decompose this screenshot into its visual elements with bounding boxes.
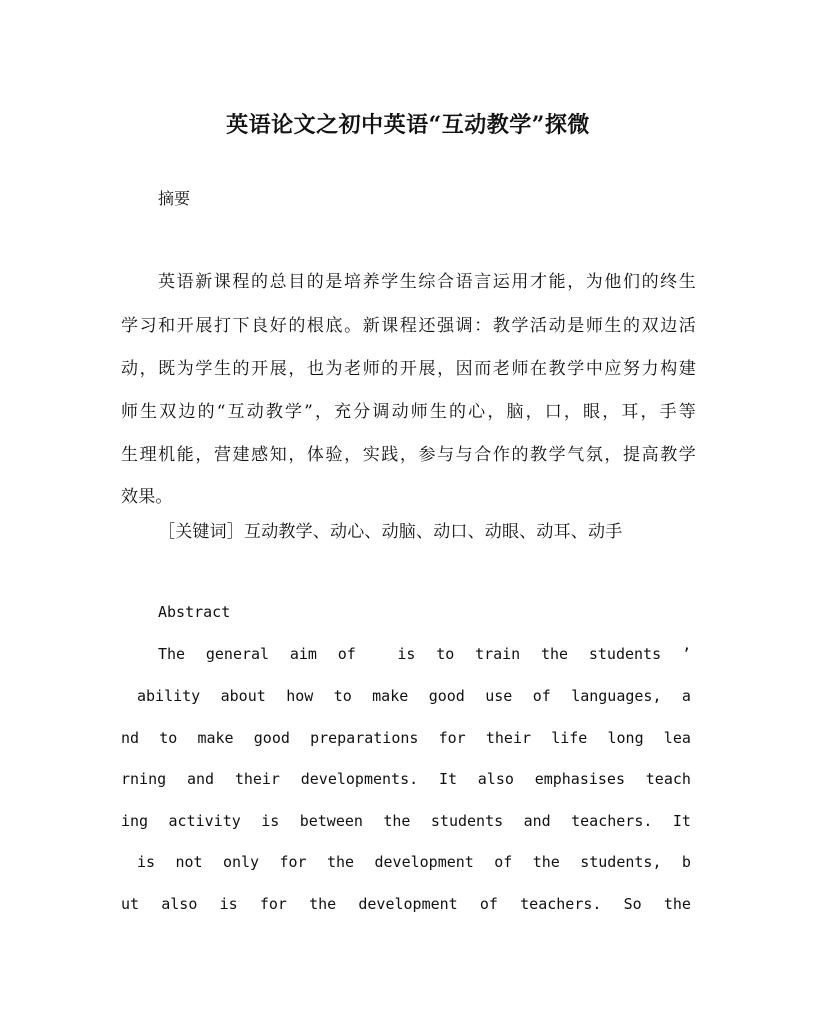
abstract-en-word: for	[279, 853, 307, 871]
abstract-cn-line: 英语新课程的总目的是培养学生综合语言运用才能，为他们的终生	[158, 272, 696, 292]
abstract-en-line	[121, 770, 691, 788]
abstract-en-word: general	[205, 645, 270, 663]
abstract-en-word: to	[159, 729, 178, 747]
abstract-en-word: use	[485, 687, 513, 705]
abstract-en-line	[158, 645, 691, 663]
abstract-en-word: ing	[121, 812, 149, 830]
abstract-en-word: the	[383, 812, 411, 830]
abstract-en-line	[121, 812, 691, 830]
abstract-en-word: how	[286, 687, 314, 705]
abstract-en-word: to	[333, 687, 352, 705]
abstract-en-word: train	[475, 645, 521, 663]
abstract-en-word: is	[219, 895, 238, 913]
abstract-en-line	[121, 895, 691, 913]
abstract-en-line	[137, 687, 691, 705]
abstract-en-word: their	[234, 770, 280, 788]
abstract-en-word: long	[607, 729, 644, 747]
keywords-line: ［关键词］互动教学、动心、动脑、动口、动眼、动耳、动手	[158, 522, 623, 542]
abstract-en-word: ut	[121, 895, 140, 913]
abstract-en-word: aim	[289, 645, 317, 663]
abstract-en-word: of	[479, 895, 498, 913]
abstract-en-word: teachers.	[571, 812, 653, 830]
abstract-en-word: The	[158, 645, 186, 663]
abstract-en-word: nd	[121, 729, 140, 747]
abstract-en-word: about	[220, 687, 266, 705]
abstract-en-word: ’	[681, 645, 691, 663]
abstract-en-word: languages,	[571, 687, 662, 705]
abstract-en-word: the	[541, 645, 569, 663]
abstract-en-word: teachers.	[520, 895, 602, 913]
abstract-cn-heading: 摘要	[158, 189, 191, 208]
abstract-en-word: of	[337, 645, 356, 663]
abstract-en-word: the	[327, 853, 355, 871]
abstract-en-word: for	[438, 729, 466, 747]
abstract-cn-line: 生理机能，营建感知，体验，实践，参与与合作的教学气氛，提高教学	[121, 445, 696, 465]
abstract-en-line	[121, 729, 691, 747]
abstract-en-word: the	[532, 853, 560, 871]
abstract-en-word: So	[623, 895, 642, 913]
document-title: 英语论文之初中英语“互动教学”探微	[226, 112, 590, 138]
abstract-cn-line: 师生双边的“互动教学”，充分调动师生的心，脑，口，眼，耳，手等	[121, 402, 696, 422]
abstract-cn-line: 动，既为学生的开展，也为老师的开展，因而老师在教学中应努力构建	[121, 359, 696, 379]
abstract-en-word: make	[372, 687, 409, 705]
abstract-en-word: to	[436, 645, 455, 663]
abstract-en-word: and	[523, 812, 551, 830]
abstract-cn-line: 效果。	[121, 487, 173, 507]
abstract-en-word: ability	[137, 687, 201, 705]
abstract-en-word: good	[428, 687, 465, 705]
abstract-en-heading: Abstract	[158, 603, 231, 621]
abstract-en-word: is	[137, 853, 156, 871]
abstract-en-word: also	[161, 895, 198, 913]
abstract-en-word: of	[532, 687, 551, 705]
abstract-en-word: lea	[663, 729, 691, 747]
abstract-en-word: make	[197, 729, 234, 747]
abstract-en-word: for	[259, 895, 287, 913]
abstract-en-word: and	[186, 770, 215, 788]
abstract-en-word: good	[253, 729, 290, 747]
abstract-en-word: developments.	[300, 770, 419, 788]
abstract-en-word: emphasises	[534, 770, 625, 788]
abstract-en-word: life	[551, 729, 588, 747]
abstract-en-line	[137, 853, 691, 871]
abstract-en-word: It	[672, 812, 691, 830]
abstract-en-word: their	[485, 729, 532, 747]
abstract-en-word: rning	[121, 770, 167, 788]
abstract-en-word: preparations	[310, 729, 419, 747]
abstract-en-word: between	[299, 812, 363, 830]
abstract-en-word: the	[663, 895, 691, 913]
abstract-en-word: is	[397, 645, 416, 663]
abstract-en-word: development	[374, 853, 474, 871]
abstract-en-word: b	[681, 853, 691, 871]
abstract-en-word: is	[261, 812, 280, 830]
abstract-en-word: students	[588, 645, 662, 663]
abstract-en-word: a	[681, 687, 691, 705]
abstract-en-word: students,	[580, 853, 662, 871]
abstract-en-word: teach	[645, 770, 691, 788]
abstract-en-word: only	[222, 853, 260, 871]
abstract-en-word: students	[430, 812, 504, 830]
abstract-en-word: the	[309, 895, 337, 913]
abstract-cn-line: 学习和开展打下良好的根底。新课程还强调：教学活动是师生的双边活	[121, 316, 696, 336]
abstract-en-word: of	[494, 853, 513, 871]
abstract-en-word: also	[477, 770, 514, 788]
abstract-en-word: It	[438, 770, 457, 788]
abstract-en-word: development	[358, 895, 458, 913]
abstract-en-word: not	[175, 853, 203, 871]
abstract-en-word: activity	[168, 812, 241, 830]
